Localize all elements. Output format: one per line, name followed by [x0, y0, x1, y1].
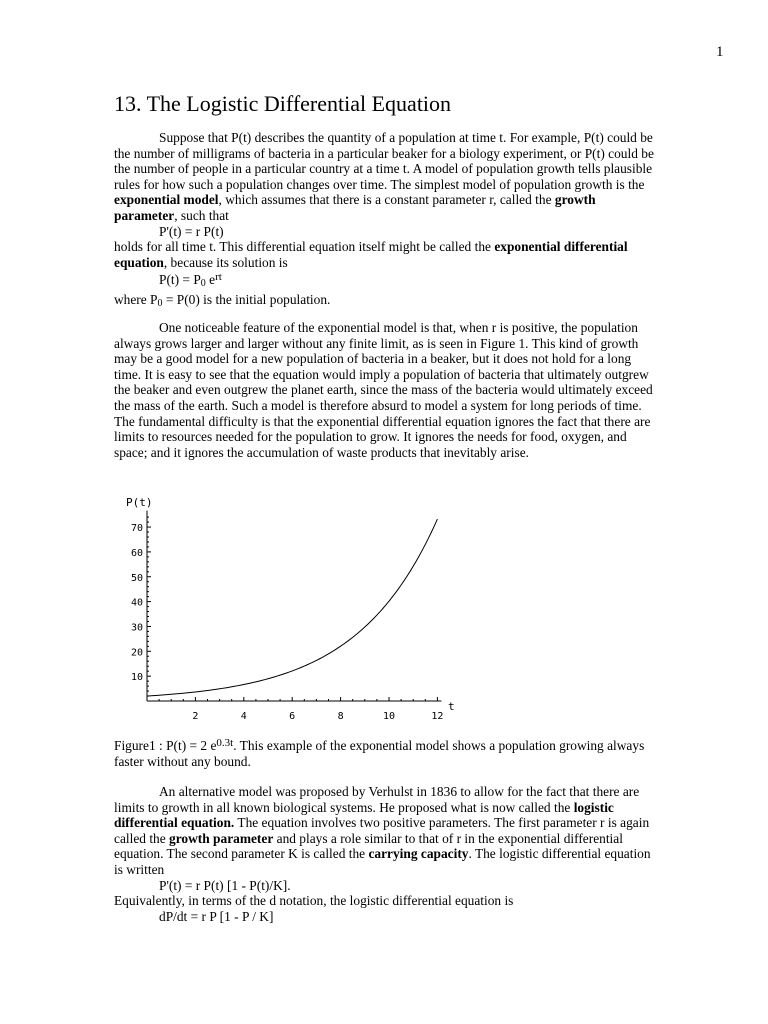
paragraph-logistic [114, 784, 654, 924]
term-exponential-model: exponential model [114, 192, 219, 208]
term-growth-parameter: growth parameter [114, 192, 596, 223]
page-number: 1 [716, 44, 724, 60]
y-tick-label: 60 [130, 547, 143, 559]
series-line-exponential [147, 519, 437, 696]
x-tick-label: 2 [192, 711, 199, 722]
y-axis-label: P(t) [126, 496, 153, 509]
x-tick-label: 12 [431, 711, 444, 722]
equation-exponential-de: P'(t) = r P(t) [159, 223, 224, 239]
intro-text-2: holds for all time t. This differential equation itself might be called the exponential differential equation, because its solution is [114, 239, 628, 270]
equation-exponential-solution: $P(t) = P_0$ $e^{rt}$ [159, 271, 222, 290]
term-exponential-de: exponential differential equation [114, 239, 628, 270]
initial-population-text: where $P_0 = P(0)$ is the initial population. [114, 291, 331, 309]
intro-text: Suppose that P(t) describes the quantity of a population at time t. For example, P(t) could be the number of milligrams of bacteria in a particular beaker for a biology experiment, or P(t) could be the number of people in a particular country at a time t. A model of population growth tells plausible rules for how such a population changes over time. The simplest model of population growth is the exponential model, which assumes that there is a constant parameter r, called the growth parameter, such that [114, 130, 654, 223]
x-axis-label: t [448, 700, 455, 713]
paragraph-intro [114, 130, 654, 312]
page-title: 13. The Logistic Differential Equation [114, 91, 452, 116]
y-tick-label: 20 [130, 647, 143, 659]
paragraph-limitations [114, 320, 654, 460]
y-tick-label: 10 [130, 672, 143, 684]
limitations-text: One noticeable feature of the exponential model is that, when r is positive, the population always grows larger and larger without any finite limit, as is seen in Figure 1. This kind of growth may be a good model for a new population of bacteria in a beaker, but it does not hold for a long time. It is easy to see that the equation would imply a population of bacteria that ultimately outgrew the beaker and even outgrew the planet earth, since the mass of the bacteria would ultimately exceed the mass of the earth. Such a model is therefore absurd to model a system for long periods of time. The fundamental difficulty is that the exponential differential equation ignores the fact that there are limits to resources needed for the population to grow. It ignores the needs for food, oxygen, and space; and it ignores the accumulation of waste products that inevitably arise. [114, 320, 653, 460]
logistic-d-notation-text: Equivalently, in terms of the d notation, the logistic differential equation is [114, 893, 514, 909]
x-tick-label: 6 [289, 711, 296, 722]
term-growth-parameter-2: growth parameter [169, 830, 274, 846]
exponential-chart [110, 490, 470, 725]
y-tick-label: 30 [130, 622, 143, 634]
y-tick-label: 70 [130, 523, 143, 535]
term-logistic-de: logistic differential equation. [114, 799, 614, 831]
equation-logistic-d-notation: dP/dt = r P [1 - P / K] [159, 908, 274, 924]
chart-axes [147, 511, 441, 701]
equation-logistic: P'(t) = r P(t) [1 - P(t)/K]. [159, 877, 291, 893]
y-tick-label: 50 [130, 572, 143, 584]
x-tick-label: 4 [240, 711, 247, 722]
chart-ticks [131, 517, 443, 722]
term-carrying-capacity: carrying capacity [368, 846, 469, 862]
x-tick-label: 8 [337, 711, 344, 722]
y-tick-label: 40 [130, 597, 143, 609]
logistic-text: An alternative model was proposed by Verhulst in 1836 to allow for the fact that there are limits to growth in all known biological systems. He proposed what is now called the logistic differential equation. The equation involves two positive parameters. The first parameter r is again called the growth parameter and plays a role similar to that of r in the exponential differential equation. The second parameter K is called the carrying capacity. The logistic differential equation is written [114, 784, 651, 877]
x-tick-label: 10 [382, 711, 396, 722]
figure-caption: Figure1 : P(t) = 2 $e^{0.3t}$. This example of the exponential model shows a population growing always faster without any bound. [114, 737, 645, 769]
